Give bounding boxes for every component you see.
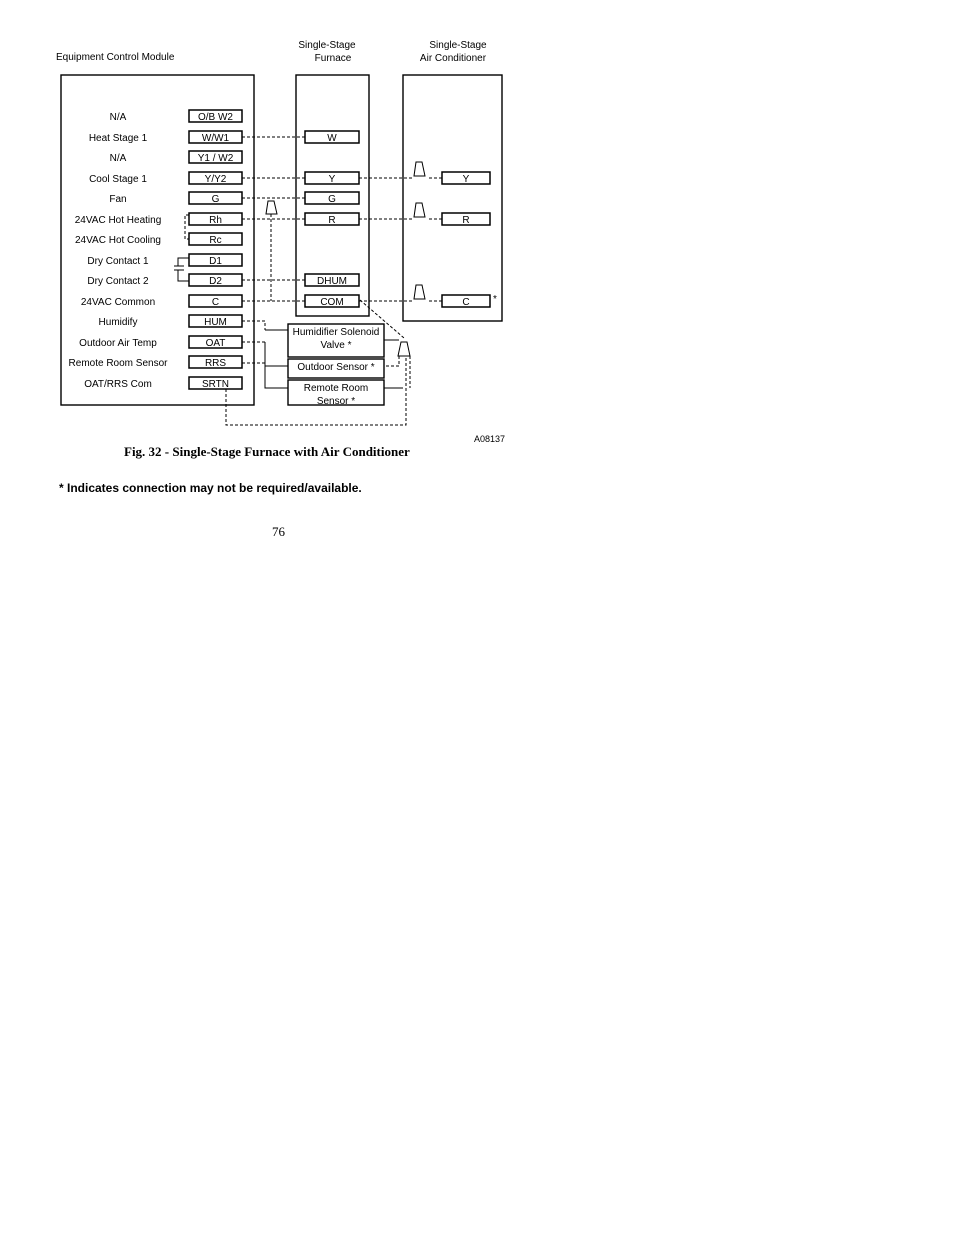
ecm-label-cool-stage-1: Cool Stage 1 (89, 174, 147, 185)
ecm-terminal-ob-w2: O/B W2 (197, 112, 234, 123)
ecm-label-humidify: Humidify (98, 317, 138, 328)
furnace-terminal-dhum: DHUM (317, 276, 347, 287)
furnace-terminal-y: Y (328, 174, 336, 185)
wire-nut-icon (266, 201, 277, 214)
ecm-terminal-g: G (211, 194, 220, 205)
ecm-terminal-rh: Rh (209, 215, 222, 226)
furnace-terminal-r: R (328, 215, 336, 226)
ecm-header: Equipment Control Module (56, 52, 175, 63)
figure-caption: Fig. 32 - Single-Stage Furnace with Air Conditioner (124, 444, 410, 459)
ecm-terminal-rrs: RRS (204, 358, 227, 369)
ac-c-note-asterisk: * (493, 294, 497, 305)
ecm-label-fan: Fan (109, 194, 127, 205)
ac-terminal-c: C (462, 297, 470, 308)
remote-sensor-label-line2: Sensor * (316, 396, 356, 407)
ac-terminal-r: R (462, 215, 470, 226)
remote-sensor-label-line1: Remote Room (303, 383, 369, 394)
humidifier-label-line1: Humidifier Solenoid (292, 327, 380, 338)
ecm-label-heat-stage-1: Heat Stage 1 (88, 133, 148, 144)
outdoor-sensor-label: Outdoor Sensor * (297, 362, 375, 373)
ecm-label-24vac-hot-cooling: 24VAC Hot Cooling (75, 235, 161, 246)
figure-code: A08137 (474, 434, 506, 444)
ecm-terminal-w-w1: W/W1 (201, 133, 230, 144)
ac-terminal-y: Y (462, 174, 470, 185)
ac-header-line2: Air Conditioner (419, 53, 487, 64)
ecm-terminal-oat: OAT (205, 338, 226, 349)
accessory-devices (288, 324, 384, 407)
wiring-diagram (0, 0, 954, 560)
ecm-terminal-hum: HUM (204, 317, 227, 328)
furnace-terminal-g: G (328, 194, 336, 205)
furnace-terminal-com: COM (320, 297, 344, 308)
ecm-terminal-y-y2: Y/Y2 (204, 174, 227, 185)
ecm-terminal-srtn: SRTN (201, 379, 230, 390)
ecm-label-oat-rrs-com: OAT/RRS Com (84, 379, 152, 390)
ac-module (403, 75, 502, 321)
ecm-label-dry-contact-2: Dry Contact 2 (87, 276, 149, 287)
ecm-terminal-d2: D2 (209, 276, 222, 287)
ecm-label-dry-contact-1: Dry Contact 1 (87, 256, 149, 267)
furnace-header-line1: Single-Stage (298, 40, 356, 51)
humidifier-label-line2: Valve * (320, 340, 352, 351)
footnote: * Indicates connection may not be required/available. (59, 481, 362, 495)
ecm-terminal-y1-w2: Y1 / W2 (197, 153, 234, 164)
ecm-label-24vac-hot-heating: 24VAC Hot Heating (74, 215, 162, 226)
ecm-label-24vac-common: 24VAC Common (80, 297, 156, 308)
ecm-terminal-rc: Rc (209, 235, 222, 246)
ecm-label-na-1: N/A (109, 112, 127, 123)
furnace-header-line2: Furnace (314, 53, 352, 64)
ecm-terminal-c: C (211, 297, 220, 308)
ecm-terminal-d1: D1 (209, 256, 222, 267)
ecm-label-remote-room-sensor: Remote Room Sensor (68, 358, 168, 369)
ecm-label-outdoor-air-temp: Outdoor Air Temp (79, 338, 157, 349)
ecm-label-na-2: N/A (109, 153, 127, 164)
ac-header-line1: Single-Stage (429, 40, 487, 51)
page-number: 76 (272, 524, 285, 539)
furnace-terminal-w: W (327, 133, 337, 144)
wire-nut-icon (398, 342, 410, 356)
